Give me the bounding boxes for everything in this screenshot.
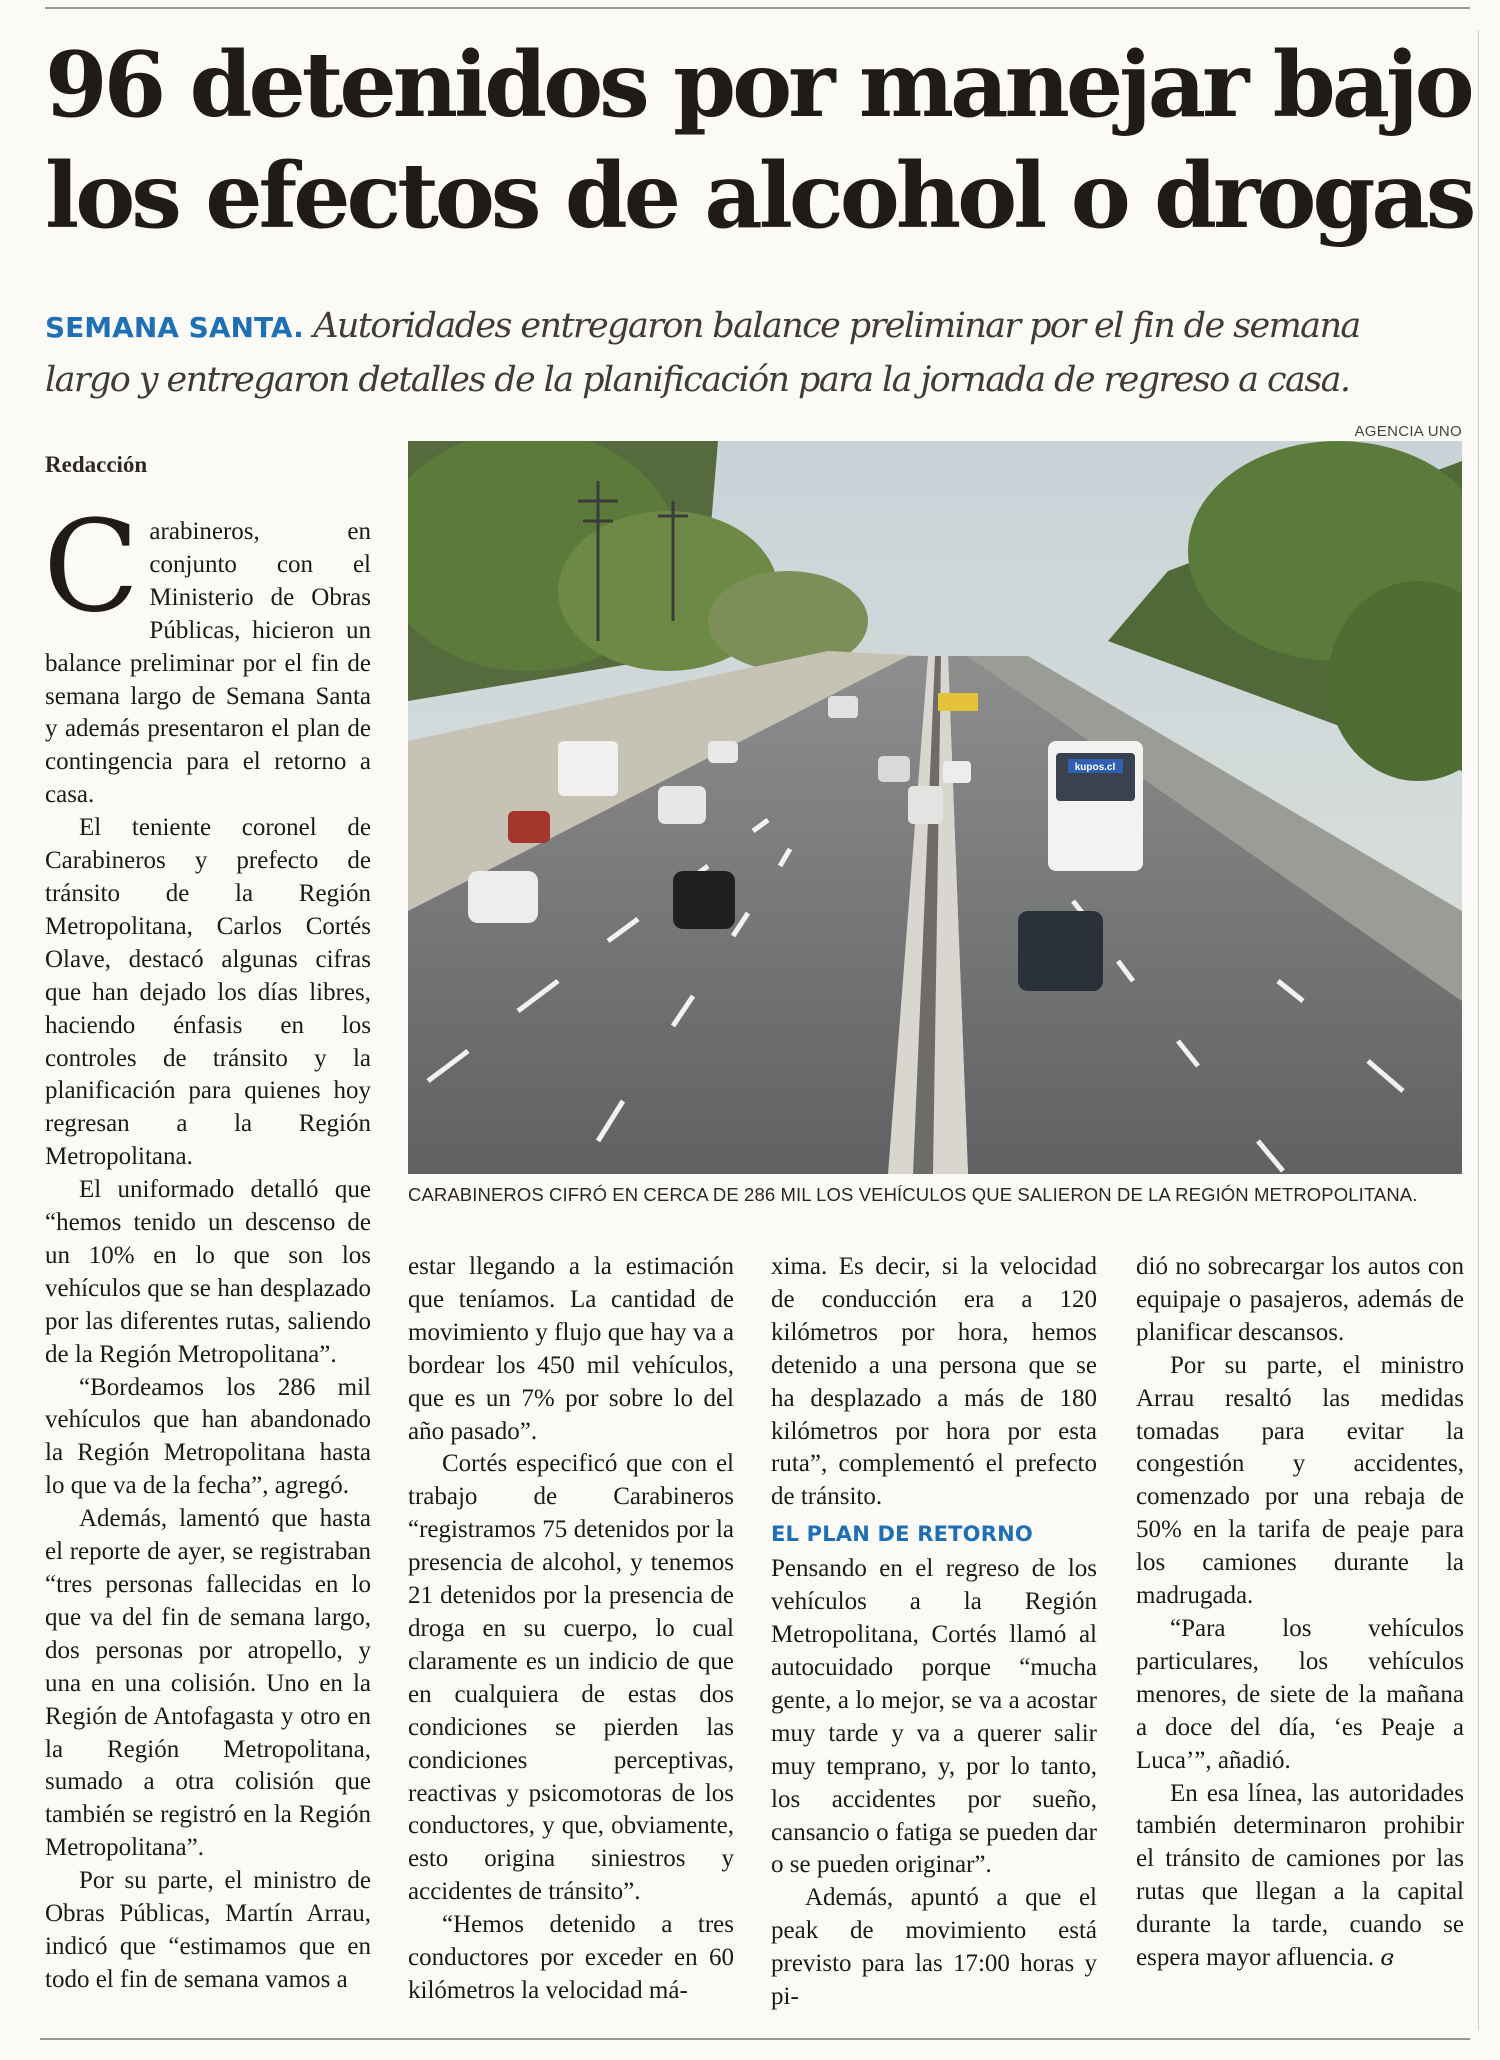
deck-text-1: Autoridades entregaron balance preliminar por el fin de semana	[313, 306, 1360, 346]
distant-car	[708, 741, 738, 763]
paragraph-4: “Bordeamos los 286 mil vehículos que han abandonado la Región Metropolitana hasta lo que va de la fecha”, agregó.	[45, 1373, 371, 1500]
column-1	[43, 493, 371, 1997]
byline: Redacción	[45, 452, 148, 477]
photo-caption: CARABINEROS CIFRÓ EN CERCA DE 286 MIL LOS VEHÍCULOS QUE SALIERON DE LA REGIÓN METROPOLITANA.	[408, 1184, 1418, 1205]
paragraph-1-text: arabineros, en conjunto con el Ministerio de Obras Públicas, hicieron un balance preliminar por el fin de semana largo de Semana Santa y además presentaron el plan de contingencia para el retorno a casa.	[45, 518, 371, 809]
highway-photo	[408, 441, 1462, 1174]
deck-line-1	[45, 300, 1465, 354]
white-car	[658, 786, 706, 824]
paragraph-12: “Para los vehículos particulares, los vehículos menores, de siete de la mañana a doce del día, ‘es Peaje a Luca’”, añadió.	[1136, 1614, 1464, 1774]
paragraph-13-text: En esa línea, las autoridades también determinaron prohibir el tránsito de camiones por las rutas que llegan a la capital durante la tarde, cuando se espera mayor afluencia.	[1136, 1779, 1464, 1972]
red-car	[508, 811, 550, 843]
headline-line-1: 96 detenidos por manejar bajo	[45, 32, 1471, 138]
paragraph-6-end: estar llegando a la estimación que teníamos. La cantidad de movimiento y flujo que hay va a bordear los 450 mil vehículos, que es un 7% por sobre lo del año pasado”.	[408, 1253, 734, 1445]
highway-illustration	[408, 441, 1462, 1174]
paragraph-1	[43, 493, 371, 812]
paragraph-8-end: xima. Es decir, si la velocidad de conducción era a 120 kilómetros por hora, hemos detenido a una persona que se ha desplazado a más de 180 kilómetros por hora por esta ruta”, complementó el prefecto de tránsito.	[771, 1253, 1097, 1511]
right-edge-rule	[1478, 30, 1479, 2030]
column-2	[408, 1251, 734, 2008]
grey-suv	[1018, 911, 1103, 991]
paragraph-10-start: Además, apuntó a que el peak de movimiento está previsto para las 17:00 horas y pi-	[771, 1884, 1097, 2011]
white-car-right	[878, 756, 910, 782]
paragraph-11: Por su parte, el ministro Arrau resaltó las medidas tomadas para evitar la congestión y accidentes, comenzado por una rebaja de 50% en la tarifa de peaje para los camiones durante la madrugada.	[1136, 1351, 1464, 1610]
deck	[45, 300, 1465, 406]
paragraph-10-end: dió no sobrecargar los autos con equipaje o pasajeros, además de planificar descansos.	[1136, 1253, 1464, 1346]
white-truck	[908, 786, 943, 824]
end-mark-icon: ɞ	[1380, 1946, 1394, 1972]
deck-kicker: SEMANA SANTA.	[45, 311, 304, 344]
paragraph-13	[1136, 1778, 1464, 1976]
drop-cap: C	[43, 493, 140, 640]
paragraph-9: Pensando en el regreso de los vehículos a la Región Metropolitana, Cortés llamó al autocuidado porque “mucha gente, a lo mejor, se va a acostar muy tarde y va a querer salir muy temprano, y, por lo tanto, los accidentes por sueño, cansancio o fatiga se pueden dar o se pueden originar”.	[771, 1555, 1097, 1879]
road-sign	[938, 693, 978, 711]
white-sedan-left	[468, 871, 538, 923]
headline	[45, 30, 1475, 252]
top-rule	[45, 7, 1470, 9]
silver-car	[943, 761, 971, 783]
photo-credit: AGENCIA UNO	[1354, 423, 1462, 440]
column-3	[771, 1251, 1097, 2014]
subhead: EL PLAN DE RETORNO	[771, 1522, 1033, 1547]
paragraph-5: Además, lamentó que hasta el reporte de ayer, se registraban “tres personas fallecidas en lo que va del fin de semana largo, dos personas por atropello, y una en una colisión. Uno en la Región de Antofagasta y otro en la Región Metropolitana, sumado a otra colisión que también se registró en la Región Metropolitana”.	[45, 1505, 371, 1862]
black-sedan	[673, 871, 735, 929]
distant-van	[828, 696, 858, 718]
paragraph-8-start: “Hemos detenido a tres conductores por exceder en 60 kilómetros la velocidad má-	[408, 1911, 734, 2004]
paragraph-3: El uniformado detalló que “hemos tenido un descenso de un 10% en lo que son los vehículos que se han desplazado por las diferentes rutas, saliendo de la Región Metropolitana”.	[45, 1176, 371, 1368]
paragraph-6-start: Por su parte, el ministro de Obras Públicas, Martín Arrau, indicó que “estimamos que en todo el fin de semana vamos a	[45, 1867, 371, 1993]
bottom-rule	[40, 2038, 1470, 2040]
bus-sign: kupos.cl	[1074, 762, 1116, 773]
white-van	[558, 741, 618, 796]
paragraph-2: El teniente coronel de Carabineros y prefecto de tránsito de la Región Metropolitana, Carlos Cortés Olave, destacó algunas cifras que han dejado los días libres, haciendo énfasis en los controles de tránsito y la planificación para quienes hoy regresan a la Región Metropolitana.	[45, 814, 371, 1171]
headline-line-2: los efectos de alcohol o drogas	[45, 143, 1473, 249]
paragraph-7: Cortés especificó que con el trabajo de Carabineros “registramos 75 detenidos por la presencia de alcohol, y tenemos 21 detenidos por la presencia de droga en su cuerpo, lo cual claramente es un indicio de que en cualquiera de estas dos condiciones se pierden las condiciones perceptivas, reactivas y psicomotoras de los conductores, y que, obviamente, esto origina siniestros y accidentes de tránsito”.	[408, 1450, 734, 1906]
column-4	[1136, 1251, 1464, 1976]
deck-line-2: largo y entregaron detalles de la planificación para la jornada de regreso a casa.	[45, 360, 1350, 400]
